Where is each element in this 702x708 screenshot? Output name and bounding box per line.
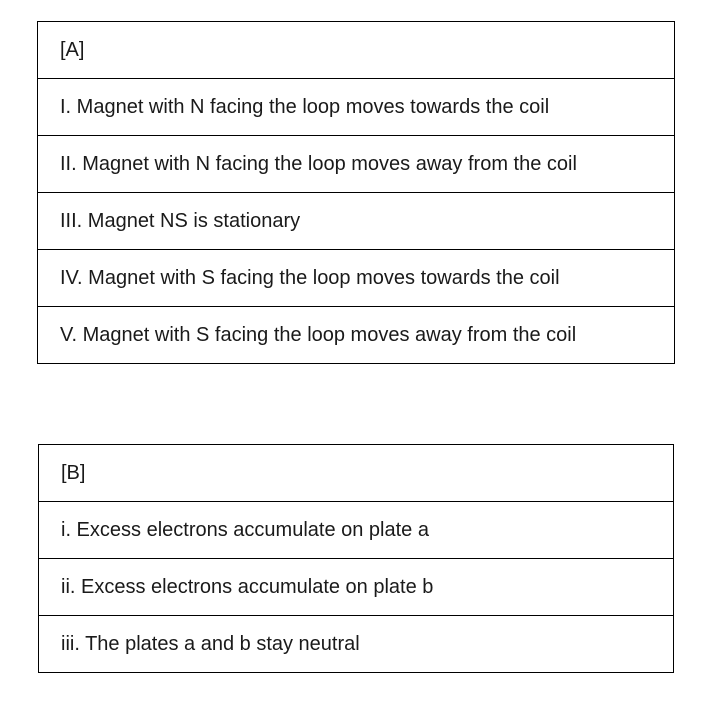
table-a-row-5: V. Magnet with S facing the loop moves away from the coil <box>38 307 675 364</box>
table-row <box>39 616 674 673</box>
table-row <box>38 307 675 364</box>
table-row <box>39 559 674 616</box>
table-row <box>38 250 675 307</box>
table-row <box>38 136 675 193</box>
table-b <box>38 444 674 673</box>
table-row <box>38 79 675 136</box>
table-a-header: [A] <box>38 22 675 79</box>
table-b-row-1: i. Excess electrons accumulate on plate a <box>39 502 674 559</box>
table-a-row-4: IV. Magnet with S facing the loop moves towards the coil <box>38 250 675 307</box>
table-row <box>39 502 674 559</box>
table-b-header-row <box>39 445 674 502</box>
table-a <box>37 21 675 364</box>
table-b-header: [B] <box>39 445 674 502</box>
table-row <box>38 193 675 250</box>
table-a-row-2: II. Magnet with N facing the loop moves away from the coil <box>38 136 675 193</box>
table-a-header-row <box>38 22 675 79</box>
table-b-row-3: iii. The plates a and b stay neutral <box>39 616 674 673</box>
table-a-row-1: I. Magnet with N facing the loop moves towards the coil <box>38 79 675 136</box>
table-a-row-3: III. Magnet NS is stationary <box>38 193 675 250</box>
table-b-row-2: ii. Excess electrons accumulate on plate b <box>39 559 674 616</box>
